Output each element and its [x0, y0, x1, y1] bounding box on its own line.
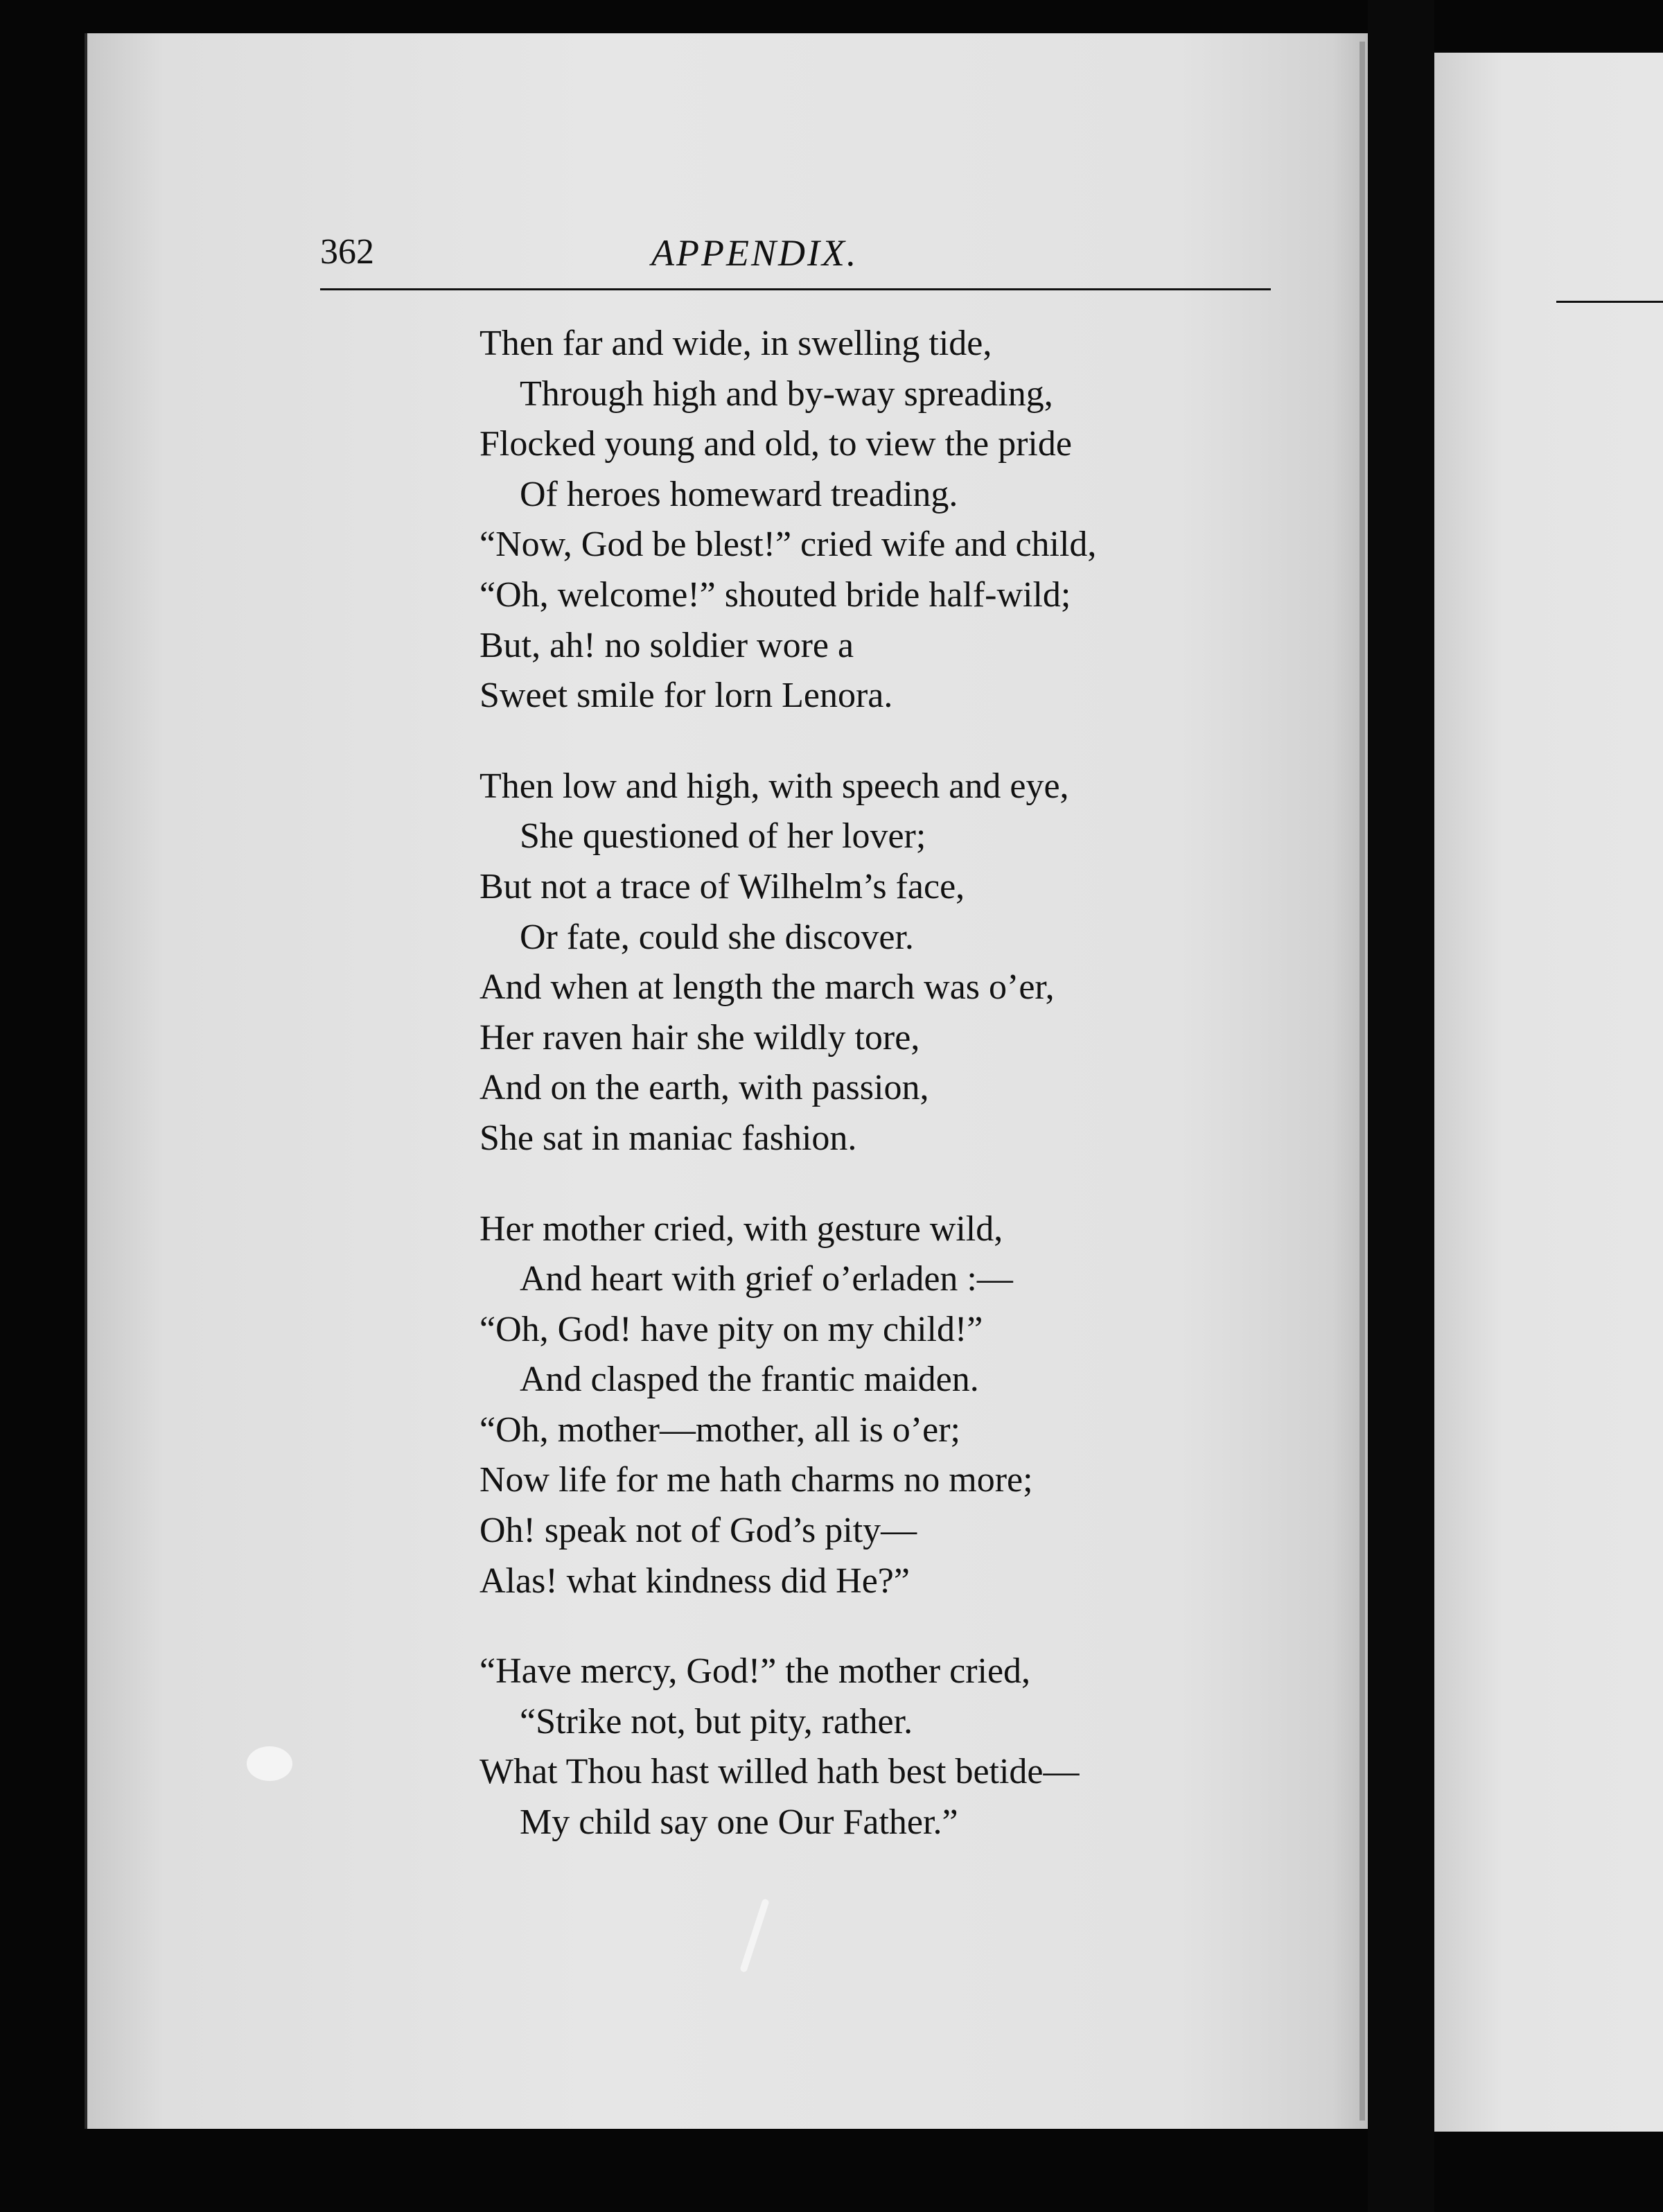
- poem-line: My child say one Our Father.”: [520, 1802, 958, 1843]
- poem-line: She sat in maniac fashion.: [479, 1118, 857, 1158]
- poem-line: But, ah! no soldier wore a: [479, 625, 854, 665]
- poem-line: Flocked young and old, to view the pride: [479, 424, 1072, 464]
- poem-line: Of heroes homeward treading.: [520, 474, 958, 514]
- stanza: [479, 1204, 1353, 1607]
- poem-line: “Have mercy, God!” the mother cried,: [479, 1651, 1031, 1692]
- poem-line: What Thou hast willed hath best betide—: [479, 1752, 1080, 1792]
- poem-line: “Oh, mother—mother, all is o’er;: [479, 1410, 960, 1450]
- poem-line: And when at length the march was o’er,: [479, 967, 1055, 1008]
- page-edge: [1360, 42, 1365, 2121]
- poem-line: Her mother cried, with gesture wild,: [479, 1209, 1003, 1249]
- stanza: [479, 319, 1353, 721]
- page-number: 362: [320, 232, 374, 272]
- poem-line: Oh! speak not of God’s pity—: [479, 1511, 917, 1551]
- poem-line: And on the earth, with passion,: [479, 1068, 929, 1108]
- facing-page-rule: [1556, 301, 1663, 303]
- poem-line: Through high and by-way spreading,: [520, 374, 1053, 414]
- book-gutter: [1368, 0, 1434, 2212]
- poem-line: Or fate, could she discover.: [520, 917, 914, 957]
- poem-line: “Now, God be blest!” cried wife and child,: [479, 525, 1097, 565]
- page-header: [320, 229, 1271, 290]
- stanza: [479, 762, 1353, 1164]
- poem-line: Then low and high, with speech and eye,: [479, 766, 1069, 806]
- poem-line: Then far and wide, in swelling tide,: [479, 324, 992, 363]
- poem-line: “Strike not, but pity, rather.: [520, 1701, 913, 1741]
- facing-page-fragment: [1434, 53, 1663, 2132]
- poem-line: Sweet smile for lorn Lenora.: [479, 676, 893, 716]
- poem-line: “Oh, welcome!” shouted bride half-wild;: [479, 574, 1071, 615]
- poem-body: [479, 319, 1353, 1888]
- stanza: [479, 1647, 1353, 1847]
- poem-line: Now life for me hath charms no more;: [479, 1460, 1033, 1500]
- poem-line: But not a trace of Wilhelm’s face,: [479, 866, 965, 906]
- poem-line: Alas! what kindness did He?”: [479, 1561, 910, 1601]
- poem-line: She questioned of her lover;: [520, 816, 926, 857]
- running-head: APPENDIX.: [651, 232, 859, 274]
- poem-line: “Oh, God! have pity on my child!”: [479, 1309, 983, 1349]
- poem-line: Her raven hair she wildly tore,: [479, 1017, 920, 1057]
- paper-blemish: [247, 1746, 292, 1781]
- poem-line: And heart with grief o’erladen :—: [520, 1259, 1013, 1299]
- poem-line: And clasped the frantic maiden.: [520, 1360, 979, 1400]
